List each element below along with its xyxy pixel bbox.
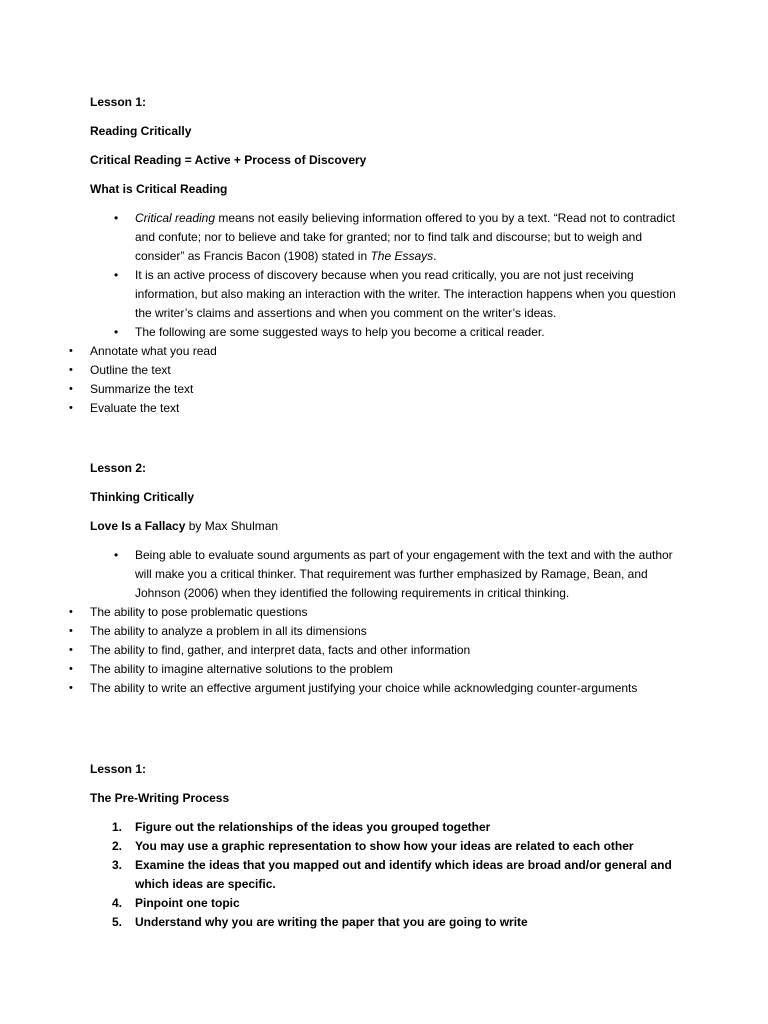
step-text: Pinpoint one topic (135, 896, 240, 910)
bullet-text: means not easily believing information offered to you by a text. “Read not to contradict and confute; nor to believe and take for granted; nor to find talk and discourse; but to weigh and consider” as Francis Bacon (1908) stated in (135, 211, 676, 263)
step-text: Understand why you are writing the paper that you are going to write (135, 915, 528, 929)
list-item (90, 913, 680, 932)
step-number: 5. (112, 915, 123, 929)
book-title: The Essays (370, 249, 434, 263)
list-item: • Being able to evaluate sound arguments as part of your engagement with the text and with the author will make you a critical thinker. That requirement was further emphasized by Ramage, Bean, and Johnson (2006) when they identified the following requirements in critical thinking. (90, 546, 680, 603)
lesson-1-bullets (90, 209, 680, 418)
step-number: 3. (112, 858, 123, 872)
story-title: Love Is a Fallacy (90, 519, 186, 533)
list-item: • The ability to imagine alternative solutions to the problem (45, 660, 680, 679)
lesson-3-title: The Pre-Writing Process (90, 791, 230, 805)
list-item: • The ability to analyze a problem in all its dimensions (45, 622, 680, 641)
lesson-3-section (90, 760, 680, 932)
list-item (90, 856, 680, 894)
lesson-2-label: Lesson 2: (90, 461, 147, 475)
list-item: • It is an active process of discovery because when you read critically, you are not just receiving information, but also making an interaction with the writer. The interaction happens when you question the writer’s claims and assertions and when you comment on the writer’s ideas. (90, 266, 680, 323)
lesson-2-title: Thinking Critically (90, 490, 195, 504)
lesson-1-section (90, 93, 680, 418)
list-item: • Annotate what you read (45, 342, 680, 361)
critical-reading-term: Critical reading (135, 211, 216, 225)
list-item: • Outline the text (45, 361, 680, 380)
list-item: • Evaluate the text (45, 399, 680, 418)
lesson-1-equation: Critical Reading = Active + Process of Discovery (90, 153, 367, 167)
lesson-1-title: Reading Critically (90, 124, 192, 138)
list-item (90, 209, 680, 266)
step-text: Examine the ideas that you mapped out and identify which ideas are broad and/or general and which ideas are specific. (135, 858, 672, 891)
list-item: • The ability to pose problematic questions (45, 603, 680, 622)
list-item: • The following are some suggested ways to help you become a critical reader. (90, 323, 680, 342)
prewriting-steps (90, 818, 680, 932)
bullet-end: . (433, 249, 437, 263)
story-line (90, 517, 680, 536)
list-item: • Summarize the text (45, 380, 680, 399)
step-text: Figure out the relationships of the ideas you grouped together (135, 820, 491, 834)
step-number: 4. (112, 896, 123, 910)
step-number: 1. (112, 820, 123, 834)
list-item: • The ability to write an effective argument justifying your choice while acknowledging counter-arguments (45, 679, 680, 698)
list-item (90, 837, 680, 856)
lesson-2-section (90, 459, 680, 698)
lesson-2-bullets (90, 546, 680, 698)
lesson-1-question: What is Critical Reading (90, 182, 228, 196)
lesson-3-label: Lesson 1: (90, 762, 147, 776)
step-number: 2. (112, 839, 123, 853)
step-text: You may use a graphic representation to show how your ideas are related to each other (135, 839, 634, 853)
story-author: by Max Shulman (185, 519, 279, 533)
lesson-1-label: Lesson 1: (90, 95, 147, 109)
list-item (90, 894, 680, 913)
list-item (90, 818, 680, 837)
list-item: • The ability to find, gather, and interpret data, facts and other information (45, 641, 680, 660)
